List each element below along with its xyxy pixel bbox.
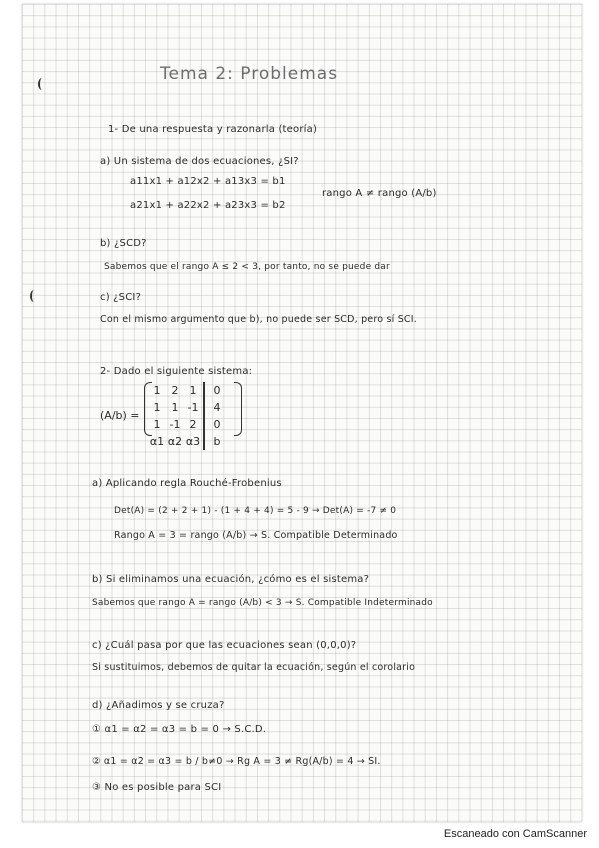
matrix-cell: -1 (187, 401, 199, 414)
matrix-cell: 4 (213, 401, 221, 414)
matrix-separator (203, 416, 205, 433)
question-2c: c) ¿Cuál pasa por que las ecuaciones sean (0,0,0)? (92, 640, 357, 651)
matrix-cell: 1 (171, 401, 179, 414)
scanner-watermark: Escaneado con CamScanner (443, 828, 587, 840)
matrix-cell: 2 (189, 418, 197, 431)
matrix-bracket-right (234, 382, 242, 436)
case-1: ① α1 = α2 = α3 = b = 0 → S.C.D. (92, 724, 267, 735)
matrix-cell: 1 (153, 418, 161, 431)
question-1b: b) ¿SCD? (100, 238, 147, 249)
question-2d: d) ¿Añadimos y se cruza? (92, 700, 225, 711)
determinant-calculation: Det(A) = (2 + 2 + 1) - (1 + 4 + 4) = 5 - 9 → Det(A) = -7 ≠ 0 (114, 506, 397, 516)
question-2b: b) Si eliminamos una ecuación, ¿cómo es el sistema? (92, 574, 370, 585)
page-title: Tema 2: Problemas (160, 64, 339, 84)
answer-2b: Sabemos que rango A = rango (A/b) < 3 → S. Compatible Indeterminado (92, 598, 433, 608)
binder-hole-mark (30, 290, 38, 302)
matrix-cell: α2 (167, 435, 183, 448)
rank-condition: rango A ≠ rango (A/b) (322, 188, 437, 199)
question-1: 1- De una respuesta y razonarla (teoría) (108, 124, 318, 135)
answer-1b: Sabemos que el rango A ≤ 2 < 3, por tanto, no se puede dar (104, 262, 390, 272)
matrix-cell: -1 (169, 418, 181, 431)
matrix-cell: 1 (189, 384, 197, 397)
question-2: 2- Dado el siguiente sistema: (100, 366, 253, 377)
equation-2: a21x1 + a22x2 + a23x3 = b2 (130, 200, 286, 211)
answer-2c: Si sustituimos, debemos de quitar la ecuación, según el corolario (92, 662, 416, 673)
matrix-grid (148, 382, 228, 450)
matrix-cell: 1 (153, 401, 161, 414)
matrix-separator (203, 382, 205, 399)
matrix-cell: 2 (171, 384, 179, 397)
matrix-separator (203, 399, 205, 416)
answer-1c: Con el mismo argumento que b), no puede ser SCD, pero sí SCI. (100, 314, 417, 325)
question-1c: c) ¿SCI? (100, 292, 142, 303)
binder-hole-mark (38, 78, 46, 90)
question-2a: a) Aplicando regla Rouché-Frobenius (92, 478, 282, 489)
case-2: ② α1 = α2 = α3 = b / b≠0 → Rg A = 3 ≠ Rg(A/b) = 4 → SI. (92, 756, 381, 767)
matrix-cell: b (213, 435, 221, 448)
matrix-cell: α3 (185, 435, 201, 448)
question-1a: a) Un sistema de dos ecuaciones, ¿SI? (100, 156, 299, 167)
matrix-cell: α1 (149, 435, 165, 448)
matrix-cell: 0 (213, 384, 221, 397)
matrix-cell: 1 (153, 384, 161, 397)
matrix-cell: 0 (213, 418, 221, 431)
matrix-separator (203, 433, 205, 450)
case-3: ③ No es posible para SCI (92, 782, 222, 793)
rank-result: Rango A = 3 = rango (A/b) → S. Compatible Determinado (114, 530, 398, 541)
equation-1: a11x1 + a12x2 + a13x3 = b1 (130, 176, 286, 187)
matrix-label: (A/b) = (100, 409, 140, 422)
